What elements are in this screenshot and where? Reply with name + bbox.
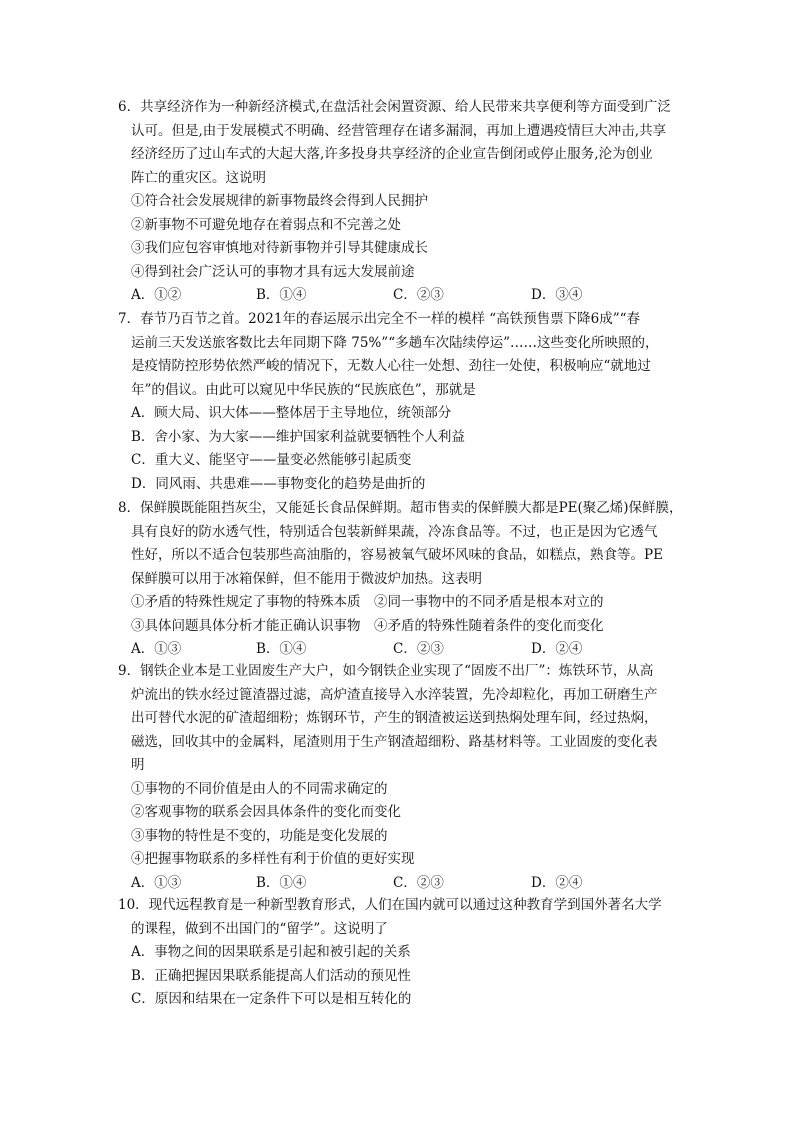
question-9-stem-line: 9．钢铁企业本是工业固废生产大户，如今钢铁企业实现了“固废不出厂”：炼铁环节，从高 — [118, 663, 654, 679]
question-6-statement-3: ③我们应包容审慎地对待新事物并引导其健康成长 — [131, 240, 428, 256]
question-8-choices — [118, 638, 693, 662]
question-6-statement-2: ②新事物不可避免地存在着弱点和不完善之处 — [131, 216, 401, 233]
question-7 — [118, 308, 693, 496]
question-6-statement-4: ④得到社会广泛认可的事物才具有远大发展前途 — [131, 263, 415, 280]
question-7-stem-line: 运前三天发送旅客数比去年同期下降 75%”“多趟车次陆续停运”……这些变化所映照的， — [131, 334, 659, 351]
question-9-choice-d: D．②④ — [531, 874, 583, 891]
question-8-statement-1: ①矛盾的特殊性规定了事物的特殊本质 — [131, 594, 361, 610]
question-9-choice-c: C．②③ — [393, 874, 444, 891]
question-8-statements-row — [118, 615, 693, 639]
question-9-stem-line: 磁选，回收其中的金属料，尾渣则用于生产钢渣超细粉、路基材料等。工业固废的变化表 — [131, 733, 658, 750]
question-6-stem-line: 经济经历了过山车式的大起大落,许多投身共享经济的企业宣告倒闭或停止服务,沦为创业 — [131, 146, 653, 162]
question-8-stem-line: 8．保鲜膜既能阻挡灰尘，又能延长食品保鲜期。超市售卖的保鲜膜大都是PE(聚乙烯)保鲜膜， — [118, 500, 683, 516]
question-9-statement-2: ②客观事物的联系会因具体条件的变化而变化 — [131, 804, 401, 820]
question-7-stem-line: 年”的倡议。由此可以窥见中华民族的“民族底色”，那就是 — [131, 381, 476, 398]
question-8-statement-4: ④矛盾的特殊性随着条件的变化而变化 — [374, 617, 604, 634]
question-7-option-a: A．顾大局、识大体——整体居于主导地位，统领部分 — [131, 405, 452, 421]
question-6-choice-b: B．①④ — [256, 287, 307, 303]
question-9-stem-line: 出可替代水泥的矿渣超细粉；炼钢环节，产生的钢渣被运送到热焖处理车间，经过热焖， — [131, 710, 658, 726]
question-8-choice-b: B．①④ — [256, 641, 307, 657]
question-6-stem-line: 认可。但是,由于发展模式不明确、经营管理存在诸多漏洞，再加上遭遇疫情巨大冲击,共享 — [131, 122, 667, 139]
question-10-option-b: B．正确把握因果联系能提高人们活动的预见性 — [131, 967, 411, 984]
question-10-option-a: A．事物之间的因果联系是引起和被引起的关系 — [131, 944, 411, 960]
question-7-option-c: C．重大义、能坚守——量变必然能够引起质变 — [131, 452, 412, 468]
question-6-stem-line: 阵亡的重灾区。这说明 — [131, 169, 266, 186]
question-8-statement-2: ②同一事物中的不同矛盾是根本对立的 — [374, 594, 604, 610]
question-8-statements-row — [118, 591, 693, 615]
question-9-statement-1: ①事物的不同价值是由人的不同需求确定的 — [131, 780, 388, 797]
question-8-stem-line: 保鲜膜可以用于冰箱保鲜，但不能用于微波炉加热。这表明 — [131, 570, 482, 587]
question-9-choice-a: A．①③ — [131, 874, 182, 891]
question-9 — [118, 660, 693, 895]
question-8-choice-d: D．②④ — [531, 641, 583, 657]
question-10-option-c: C．原因和结果在一定条件下可以是相互转化的 — [131, 991, 412, 1007]
question-9-statement-4: ④把握事物联系的多样性有利于价值的更好实现 — [131, 851, 415, 867]
question-8-stem-line: 具有良好的防水透气性，特别适合包装新鲜果蔬，冷冻食品等。不过，也正是因为它透气 — [131, 523, 658, 540]
question-6-choices — [118, 284, 693, 308]
question-10-stem-line: 的课程，做到不出国门的“留学”。这说明了 — [131, 920, 388, 937]
question-8-choice-c: C．②③ — [393, 641, 444, 657]
question-7-option-b: B．舍小家、为大家——维护国家利益就要牺牲个人利益 — [131, 428, 465, 445]
question-10-stem-line: 10．现代远程教育是一种新型教育形式，人们在国内就可以通过这种教育学到国外著名大学 — [118, 897, 662, 913]
question-7-stem-line: 7．春节乃百节之首。2021年的春运展示出完全不一样的模样 “高铁预售票下降6成”“春 — [118, 311, 641, 327]
question-9-choices — [118, 872, 693, 896]
question-7-option-d: D．同风雨、共患难——事物变化的趋势是曲折的 — [131, 475, 426, 492]
question-7-stem-line: 是疫情防控形势依然严峻的情况下，无数人心往一处想、劲往一处使，积极响应“就地过 — [131, 358, 651, 374]
question-6-choice-d: D．③④ — [531, 287, 583, 303]
question-9-statement-3: ③事物的特性是不变的，功能是变化发展的 — [131, 827, 388, 844]
question-9-stem-line: 炉流出的铁水经过篦渣器过滤，高炉渣直接导入水淬装置，先冷却粒化，再加工研磨生产 — [131, 686, 658, 703]
question-6-choice-a: A．①② — [131, 287, 182, 303]
question-8 — [118, 497, 693, 662]
question-8-statement-3: ③具体问题具体分析才能正确认识事物 — [131, 617, 361, 634]
question-6-statement-1: ①符合社会发展规律的新事物最终会得到人民拥护 — [131, 193, 428, 209]
question-8-stem-line: 性好，所以不适合包装那些高油脂的，容易被氧气破坏风味的食品，如糕点，熟食等。PE — [131, 547, 663, 563]
question-6-choice-c: C．②③ — [393, 287, 444, 303]
question-10 — [118, 894, 693, 1012]
question-6 — [118, 96, 693, 308]
question-8-choice-a: A．①③ — [131, 641, 182, 657]
question-9-choice-b: B．①④ — [256, 874, 307, 891]
question-9-stem-line: 明 — [131, 757, 145, 773]
question-6-stem-line: 6．共享经济作为一种新经济模式,在盘活社会闲置资源、给人民带来共享便利等方面受到广泛 — [118, 99, 671, 115]
